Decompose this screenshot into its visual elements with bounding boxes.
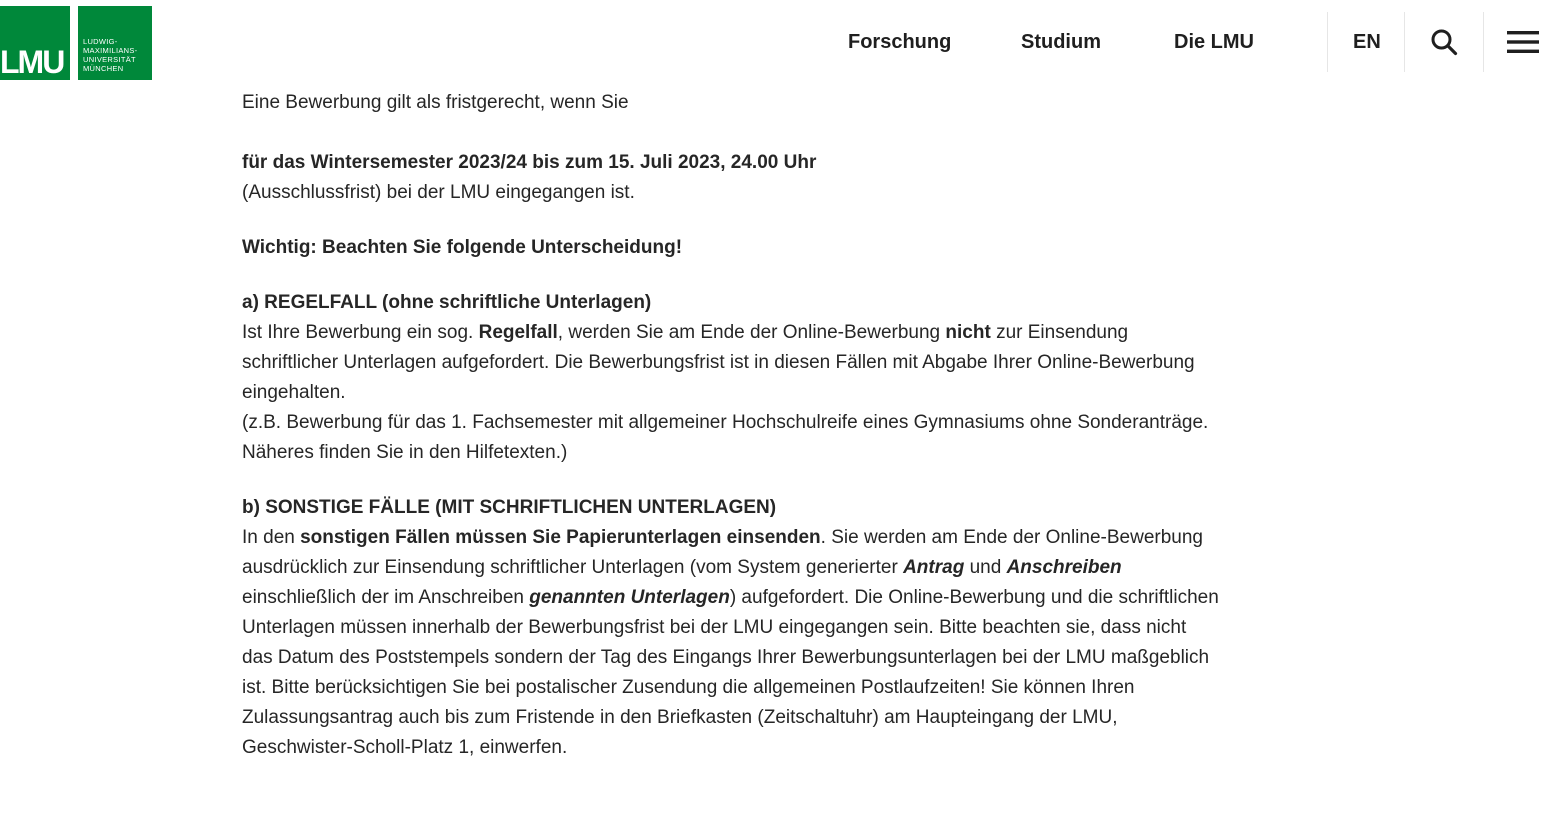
case-b-emphasis-italic: Antrag xyxy=(903,557,965,578)
nav-divider xyxy=(1327,12,1328,72)
intro-text: Eine Bewerbung gilt als fristgerecht, wenn Sie xyxy=(242,92,629,113)
case-b-emphasis-italic: Anschreiben xyxy=(1006,557,1122,578)
nav-item-die-lmu[interactable]: Die LMU xyxy=(1174,31,1254,53)
logo-line: UNIVERSITÄT xyxy=(83,55,136,64)
menu-button[interactable] xyxy=(1503,22,1543,62)
search-icon xyxy=(1430,28,1458,56)
search-button[interactable] xyxy=(1424,22,1464,62)
deadline-note: (Ausschlussfrist) bei der LMU eingegangen ist. xyxy=(242,182,635,203)
main-content xyxy=(242,88,1222,763)
case-b-emphasis-italic: genannten Unterlagen xyxy=(529,587,730,608)
case-b-text: einschließlich der im Anschreiben xyxy=(242,587,530,608)
case-b-text: . Sie werden am Ende der Online-Bewerbung ausdrücklich zur Einsendung schriftlicher Unterlagen (vom System generierter xyxy=(242,527,1203,578)
nav-divider xyxy=(1483,12,1484,72)
logo-line: LUDWIG- xyxy=(83,37,118,46)
deadline-date: für das Wintersemester 2023/24 bis zum 15. Juli 2023, 24.00 Uhr xyxy=(242,152,817,173)
case-a-text: , werden Sie am Ende der Online-Bewerbung xyxy=(557,322,946,343)
menu-icon xyxy=(1506,29,1540,55)
nav-divider xyxy=(1404,12,1405,72)
deadline-paragraph xyxy=(242,148,1222,208)
case-b-heading: b) SONSTIGE FÄLLE (MIT SCHRIFTLICHEN UNTERLAGEN) xyxy=(242,497,777,518)
logo-line: MAXIMILIANS- xyxy=(83,46,138,55)
logo-wordmark xyxy=(78,6,152,80)
case-a-emphasis: nicht xyxy=(945,322,991,343)
case-a-text: Ist Ihre Bewerbung ein sog. xyxy=(242,322,479,343)
site-header xyxy=(0,0,1568,84)
case-b-section xyxy=(242,493,1222,763)
nav-item-forschung[interactable]: Forschung xyxy=(848,31,952,53)
logo-short: LMU xyxy=(0,44,64,80)
lmu-logo[interactable] xyxy=(0,6,152,80)
case-b-text: und xyxy=(964,557,1007,578)
language-switch[interactable]: EN xyxy=(1353,31,1381,53)
logo-mark xyxy=(0,6,70,80)
case-a-heading: a) REGELFALL (ohne schriftliche Unterlagen) xyxy=(242,292,652,313)
case-a-section xyxy=(242,288,1222,468)
case-a-emphasis: Regelfall xyxy=(478,322,558,343)
case-b-text: ) aufgefordert. Die Online-Bewerbung und die schriftlichen Unterlagen müssen innerhalb der Bewerbungsfrist bei der LMU eingegangen sein. Bitte beachten sie, dass nicht das Datum des Poststempels sondern der Tag des Eingangs Ihrer Bewerbungsunterlagen bei der LMU maßgeblich ist. Bitte berücksichtigen Sie bei postalischer Zusendung die allgemeinen Postlaufzeiten! Sie können Ihren Zulassungsantrag auch bis zum Fristende in den Briefkasten (Zeitschaltuhr) am Haupteingang der LMU, Geschwister-Scholl-Platz 1, einwerfen. xyxy=(242,587,1219,758)
nav-item-studium[interactable]: Studium xyxy=(1021,31,1101,53)
case-b-text: In den xyxy=(242,527,301,548)
logo-line: MÜNCHEN xyxy=(83,64,124,73)
case-a-text: zur Einsendung schriftlicher Unterlagen aufgefordert. Die Bewerbungsfrist ist in diesen Fällen mit Abgabe Ihrer Online-Bewerbung eingehalten. xyxy=(242,322,1195,403)
case-a-note: (z.B. Bewerbung für das 1. Fachsemester mit allgemeiner Hochschulreife eines Gymnasiums ohne Sonderanträge. Näheres finden Sie in den Hilfetexten.) xyxy=(242,412,1209,463)
important-notice: Wichtig: Beachten Sie folgende Unterscheidung! xyxy=(242,237,683,258)
case-b-emphasis: sonstigen Fällen müssen Sie Papierunterlagen einsenden xyxy=(300,527,821,548)
